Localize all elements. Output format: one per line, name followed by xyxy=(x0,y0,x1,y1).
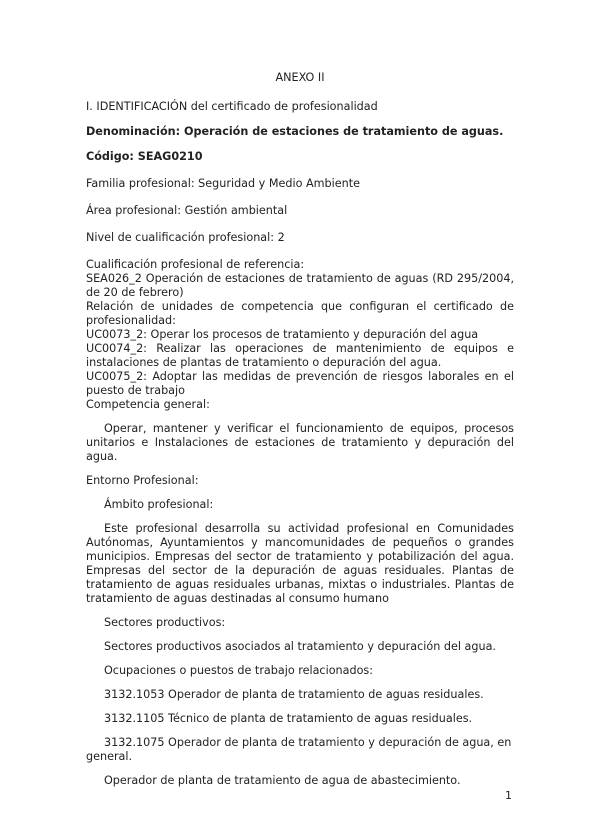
annex-heading: ANEXO II xyxy=(275,71,325,84)
nivel-cualificacion: Nivel de cualificación profesional: 2 xyxy=(86,231,285,244)
section-title: I. IDENTIFICACIÓN del certificado de profesionalidad xyxy=(86,100,378,113)
sectores-text: Sectores productivos asociados al tratamiento y depuración del agua. xyxy=(104,640,496,653)
uc-item: UC0075_2: Adoptar las medidas de prevención de riesgos laborales en el puesto de trabajo xyxy=(86,370,514,397)
relacion-label: Relación de unidades de competencia que configuran el certificado de profesionalidad: xyxy=(86,300,514,327)
competencia-text: Operar, mantener y verificar el funcionamiento de equipos, procesos unitarios e Instalaciones de estaciones de tratamiento y depuración del agua. xyxy=(86,422,514,463)
uc-item: UC0073_2: Operar los procesos de tratamiento y depuración del agua xyxy=(86,328,479,341)
ocupaciones-label: Ocupaciones o puestos de trabajo relacionados: xyxy=(104,664,374,677)
sectores-label: Sectores productivos: xyxy=(104,616,226,629)
ocupacion-item: 3132.1075 Operador de planta de tratamiento y depuración de agua, en general. xyxy=(86,736,512,763)
area-profesional: Área profesional: Gestión ambiental xyxy=(86,204,288,217)
codigo: Código: SEAG0210 xyxy=(86,150,203,163)
uc-item: UC0074_2: Realizar las operaciones de mantenimiento de equipos e instalaciones de plantas de tratamiento o depuración del agua. xyxy=(86,342,514,369)
familia-profesional: Familia profesional: Seguridad y Medio Ambiente xyxy=(86,177,361,190)
ambito-label: Ámbito profesional: xyxy=(104,498,214,511)
ambito-text: Este profesional desarrolla su actividad profesional en Comunidades Autónomas, Ayuntamientos y mancomunidades de pequeños o grandes municipios. Empresas del sector de tratamiento y potabilización del agua. Empresas del sector de la depuración de aguas residuales. Plantas de tratamiento de aguas residuales urbanas, mixtas o industriales. Plantas de tratamiento de aguas destinadas al consumo humano xyxy=(86,522,514,605)
ocupacion-item: 3132.1053 Operador de planta de tratamiento de aguas residuales. xyxy=(104,688,484,701)
document-page xyxy=(86,0,514,788)
ocupacion-item: Operador de planta de tratamiento de agua de abastecimiento. xyxy=(104,774,461,787)
denominacion: Denominación: Operación de estaciones de tratamiento de aguas. xyxy=(86,125,504,138)
entorno-label: Entorno Profesional: xyxy=(86,474,199,487)
ocupacion-item: 3132.1105 Técnico de planta de tratamiento de aguas residuales. xyxy=(104,712,473,725)
competencia-label: Competencia general: xyxy=(86,398,210,411)
cualificacion-label: Cualificación profesional de referencia: xyxy=(86,258,305,271)
cualificacion-value: SEA026_2 Operación de estaciones de tratamiento de aguas (RD 295/2004, de 20 de febrero) xyxy=(86,272,514,299)
page-number: 1 xyxy=(505,789,512,802)
